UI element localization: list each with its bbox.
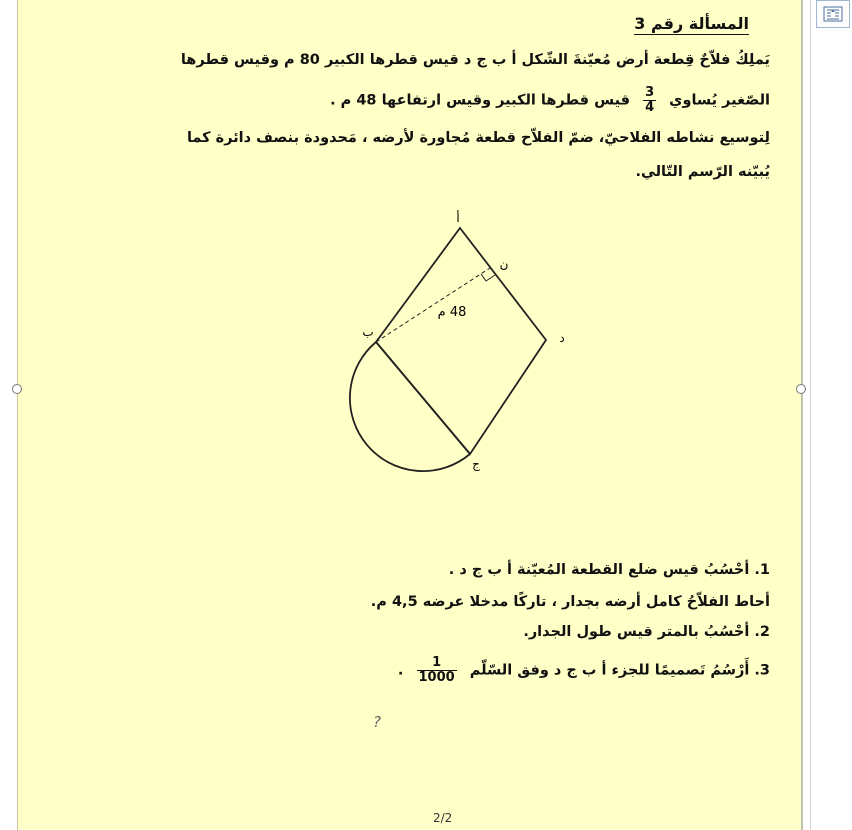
resize-handle-right[interactable] xyxy=(796,384,806,394)
intro-line-4: يُبيّنه الرّسم التّالي. xyxy=(635,164,770,180)
problem-title: المسألة رقم 3 xyxy=(634,14,749,33)
scale-fraction xyxy=(417,656,457,685)
vertex-label-a: أ xyxy=(456,211,460,225)
rhombus-figure xyxy=(300,200,600,480)
question-3-text: 3. أَرْسُمُ تَصميمًا للجزء أ ب ج د وفق السّلّم xyxy=(469,662,770,679)
intro-line-2-start: الصّغير يُساوي xyxy=(669,92,770,109)
wall-statement: أحاط الفلاّحُ كامل أرضه بجدار ، تاركًا مدخلا عرضه 4,5 م. xyxy=(370,594,770,610)
diameter-bc xyxy=(376,342,470,454)
ruler-gutter xyxy=(810,0,811,830)
intro-line-2 xyxy=(330,86,770,115)
height-segment xyxy=(376,268,490,342)
scale-denominator: 1000 xyxy=(418,670,455,685)
fraction-denominator: 4 xyxy=(645,100,655,115)
question-3 xyxy=(398,656,770,685)
fraction-three-quarters xyxy=(643,86,656,115)
layout-options-icon xyxy=(823,6,843,22)
vertex-label-d: د xyxy=(559,331,565,345)
page-number: 2/2 xyxy=(433,811,453,825)
foot-label-n: ن xyxy=(499,257,509,271)
intro-line-1: يَملِكُ فلاّحٌ قِطعة أرض مُعيّنةَ الشّكل أ ب ج د قيس قطرها الكبير 80 م وقيس قطرها xyxy=(180,52,770,68)
margin-mark: ? xyxy=(373,713,381,731)
semicircle-arc xyxy=(350,342,470,471)
question-2: 2. أحْسُبُ بالمتر قيس طول الجدار. xyxy=(523,624,770,640)
question-3-end: . xyxy=(397,662,404,679)
resize-handle-left[interactable] xyxy=(12,384,22,394)
scale-numerator: 1 xyxy=(417,656,457,671)
right-angle-mark xyxy=(481,274,495,281)
intro-line-2-end: قيس قطرها الكبير وقيس ارتفاعها 48 م . xyxy=(330,92,630,109)
fraction-numerator: 3 xyxy=(645,85,655,100)
intro-line-3: لِتوسيع نشاطه الفلاحيّ، ضمّ الفلاّح قطعة مُجاورة لأرضه ، مَحدودة بنصف دائرة كما xyxy=(186,130,770,146)
vertex-label-c: ج xyxy=(472,457,480,471)
question-1: 1. أحْسُبُ قيس ضلع القطعة المُعيّنة أ ب ج د . xyxy=(448,562,770,578)
rhombus-outline xyxy=(376,228,546,454)
layout-options-button[interactable] xyxy=(816,0,850,28)
vertex-label-b: ب xyxy=(362,325,374,339)
height-label: 48 م xyxy=(437,305,467,320)
page-edge xyxy=(801,0,802,830)
